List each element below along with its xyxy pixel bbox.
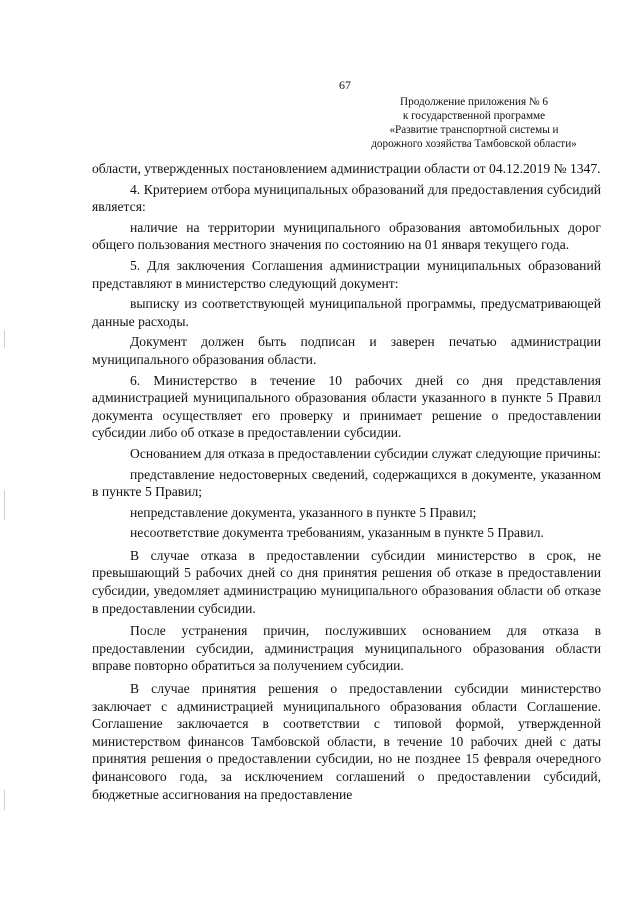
- paragraph: наличие на территории муниципального образования автомобильных дорог общего пользования местного значения по состоянию на 01 января текущего года.: [92, 219, 601, 253]
- paragraph: 5. Для заключения Соглашения администрации муниципальных образований представляют в министерство следующий документ:: [92, 257, 601, 291]
- appendix-header: [344, 95, 604, 151]
- paragraph: В случае принятия решения о предоставлении субсидии министерство заключает с администрацией муниципального образования области Соглашение. Соглашение заключается в соответствии с типовой формой, утвержденной министерством финансов Тамбовской области, в течение 10 рабочих дней с даты принятия решения о предоставлении субсидии, но не позднее 15 февраля очередного финансового года, за исключением соглашений о предоставлении субсидий, бюджетные ассигнования на предоставление: [92, 681, 601, 802]
- paragraph: Документ должен быть подписан и заверен печатью администрации муниципального образования области.: [92, 334, 601, 367]
- paragraph: После устранения причин, послуживших основанием для отказа в предоставлении субсидии, администрация муниципального образования области вправе повторно обратиться за получением субсидии.: [92, 623, 601, 674]
- paragraph: 6. Министерство в течение 10 рабочих дней со дня представления администрацией муниципального образования области указанного в пункте 5 Правил документа осуществляет его проверку и принимает решение о предоставлении субсидии либо об отказе в предоставлении субсидии.: [92, 372, 601, 441]
- page-number: 67: [339, 78, 351, 92]
- paragraph: выписку из соответствующей муниципальной программы, предусматривающей данные расходы.: [92, 296, 601, 329]
- appendix-line: дорожного хозяйства Тамбовской области»: [371, 138, 577, 150]
- appendix-line: к государственной программе: [402, 110, 546, 122]
- appendix-line: Продолжение приложения № 6: [400, 96, 548, 108]
- document-body: [92, 160, 601, 808]
- paragraph: 4. Критерием отбора муниципальных образований для предоставления субсидий является:: [92, 181, 601, 215]
- scan-margin-mark: [4, 790, 5, 810]
- paragraph: области, утвержденных постановлением администрации области от 04.12.2019 № 1347.: [92, 161, 601, 176]
- paragraph: представление недостоверных сведений, содержащихся в документе, указанном в пункте 5 Правил;: [92, 466, 601, 500]
- appendix-line: «Развитие транспортной системы и: [389, 124, 559, 136]
- paragraph: В случае отказа в предоставлении субсидии министерство в срок, не превышающий 5 рабочих дней со дня принятия решения об отказе в предоставлении субсидии, уведомляет администрацию муниципального образования области об отказе в предоставлении субсидии.: [92, 547, 601, 616]
- scan-margin-mark: [4, 330, 5, 348]
- paragraph: несоответствие документа требованиям, указанным в пункте 5 Правил.: [130, 525, 544, 541]
- scan-margin-mark: [4, 490, 5, 520]
- paragraph: непредставление документа, указанного в пункте 5 Правил;: [130, 504, 477, 520]
- paragraph: Основанием для отказа в предоставлении субсидии служат следующие причины:: [130, 445, 601, 461]
